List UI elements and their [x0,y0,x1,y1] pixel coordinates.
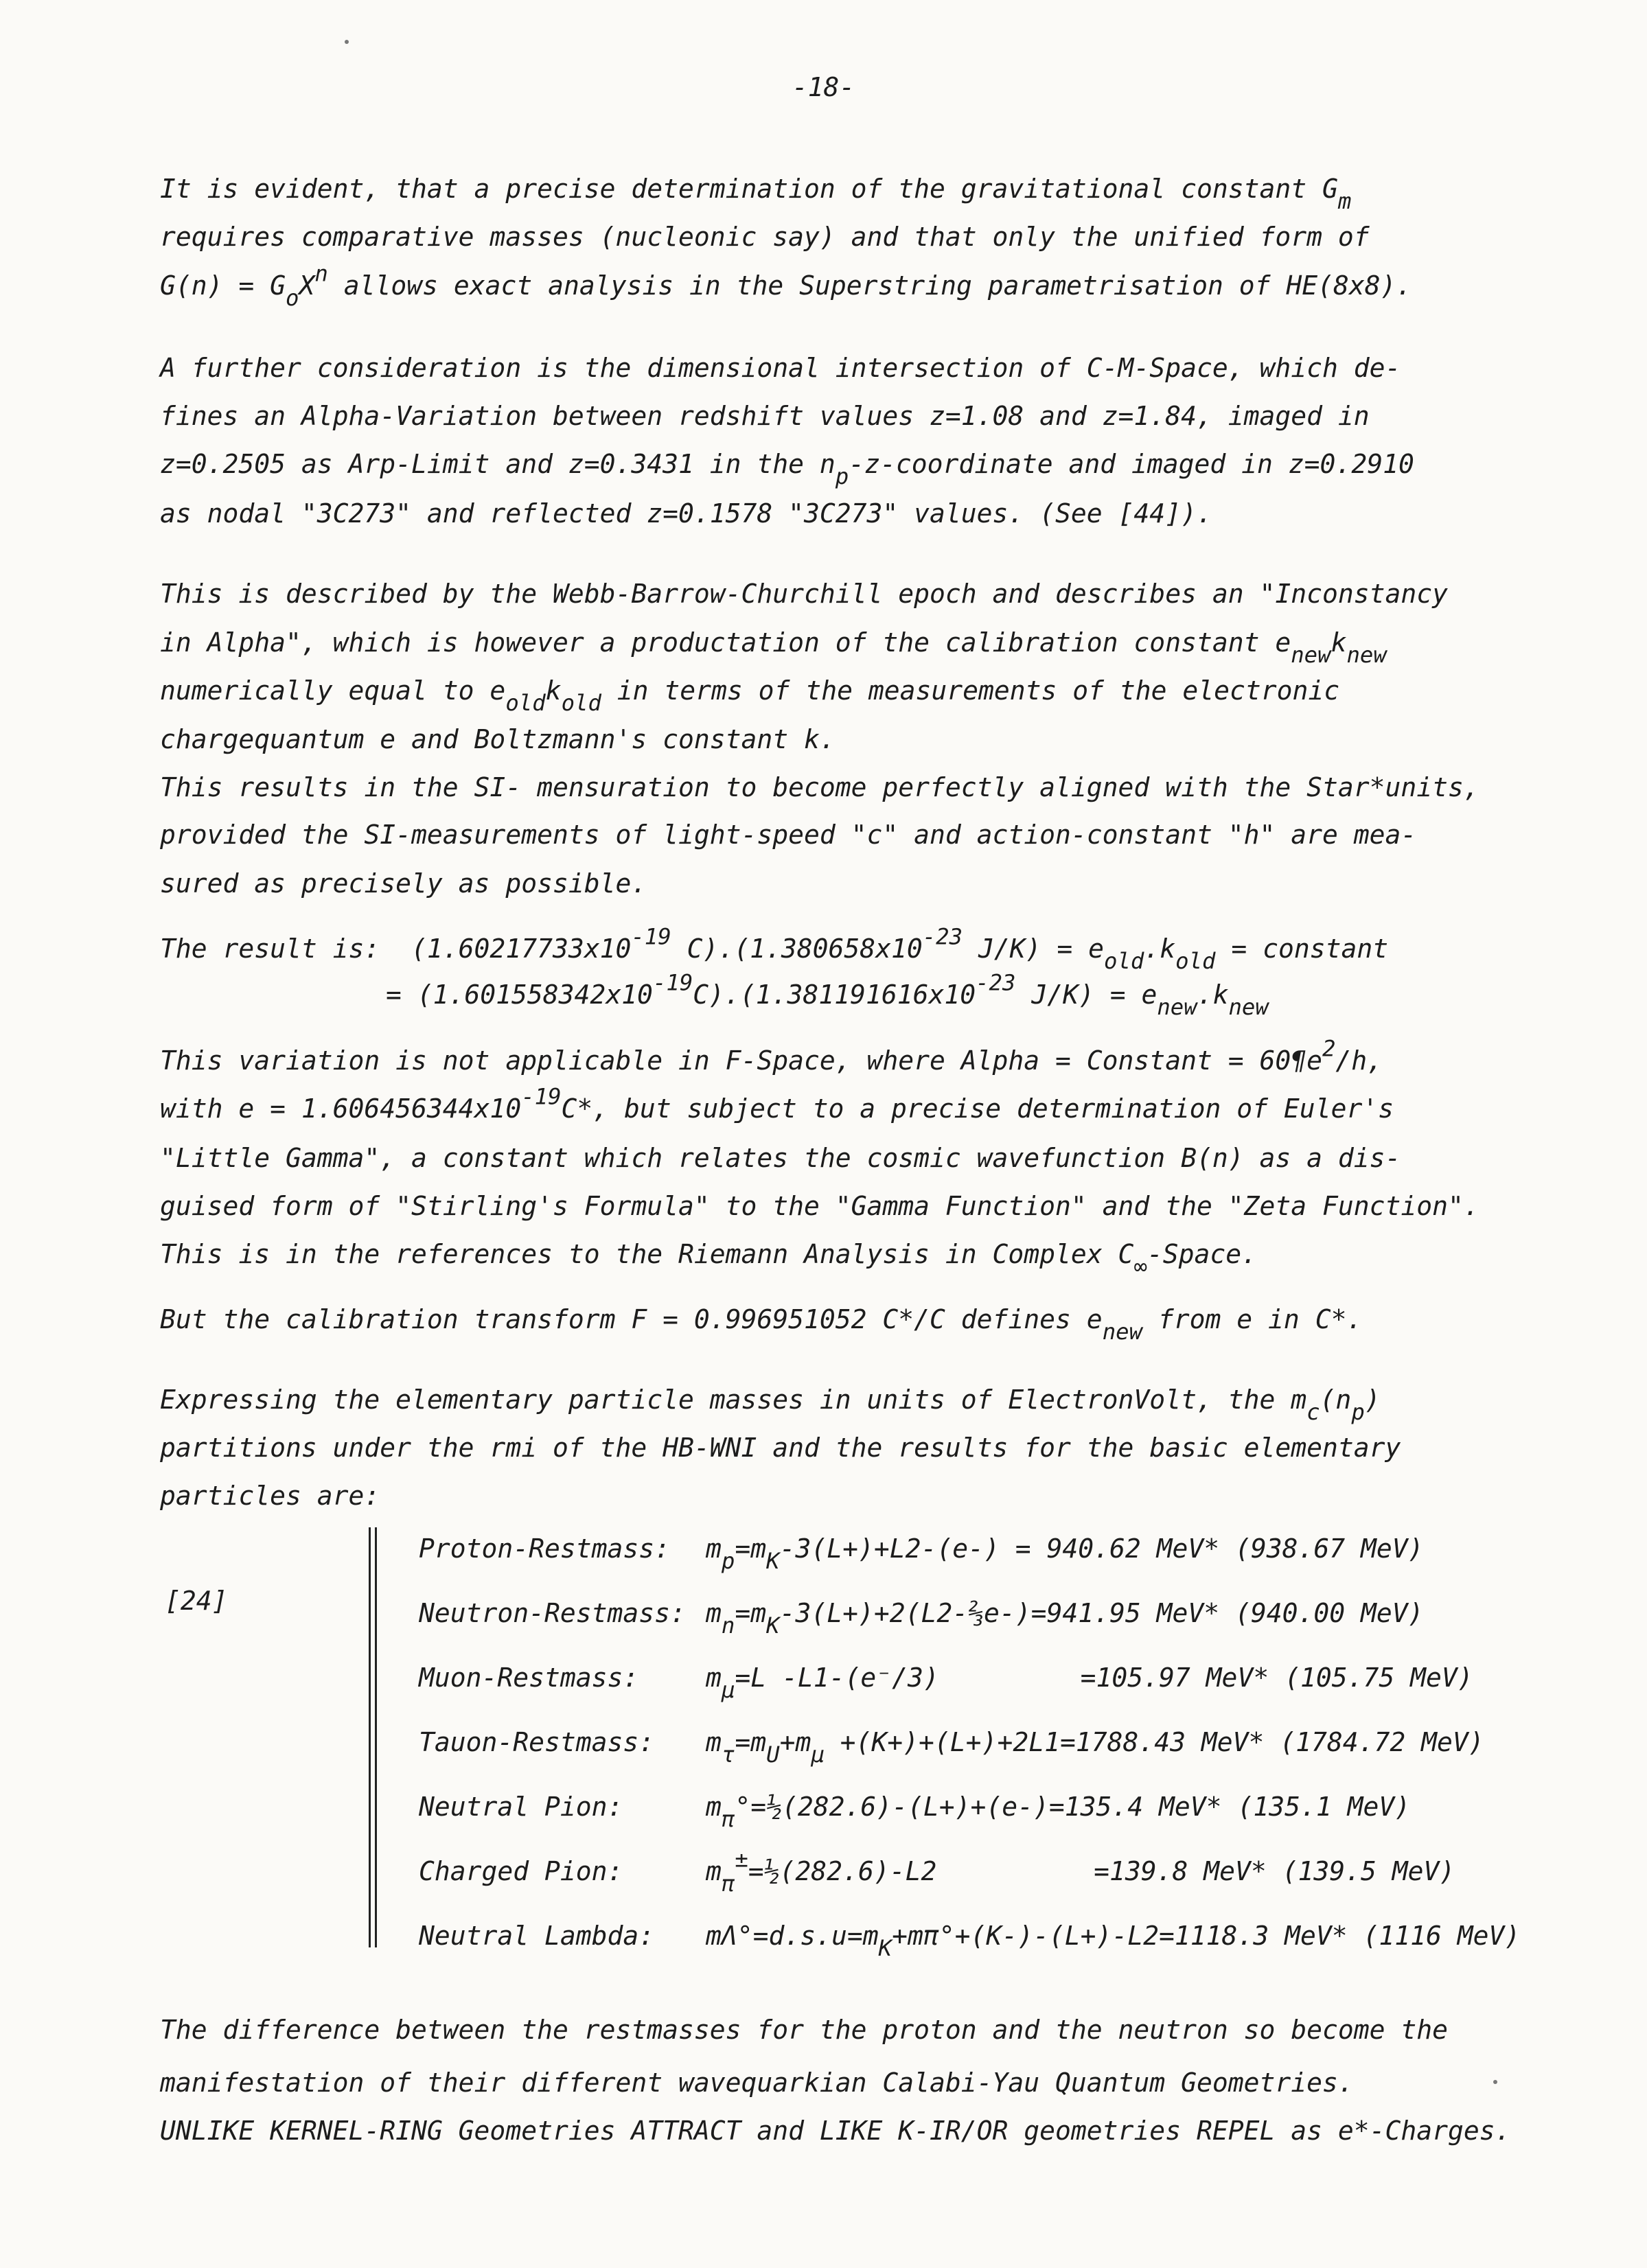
particle-label: Muon-Restmass: [419,1663,639,1693]
particle-formula: $m_\pi^\pm=\frac{1}{2}(282.6)-L2$ =139.8 MeV* (139.5 MeV) [706,1846,1455,1897]
text-line: sured as precisely as possible. [160,868,647,899]
result-line: The result is: ($1.60217733x10^{-19}$ $C).(1.380658x10^{-23}$ $J/K) = e_{old}.k_{old}$ = constant [160,923,1389,975]
text-line: numerically equal to $e_{old}k_{old}$ in terms of the measurements of the electronic [160,675,1340,717]
reference-label: [24] [165,1586,228,1616]
particle-label: Neutral Pion: [419,1792,623,1822]
text-line: manifestation of their different wavequarkian Calabi-Yau Quantum Geometries. [160,2068,1354,2098]
particle-formula: $m_p=m_K-3(L+)+L2-(e-) = 940.62$ MeV* (938.67 MeV) [706,1534,1424,1575]
particle-label: Proton-Restmass: [419,1534,671,1564]
particle-formula: $m_n=m_K-3(L+)+2(L2-\frac{2}{3}e-)=941.95$ MeV* (940.00 MeV) [706,1598,1424,1639]
particle-formula: $m_\pi^\circ=\frac{1}{2}(282.6)-(L+)+(e-)=135.4$ MeV* (135.1 MeV) [706,1792,1411,1833]
text-line: This variation is not applicable in F-Space, where Alpha = Constant = $60\P e^2/h$, [160,1035,1383,1076]
speck [345,40,349,44]
text-line: This is described by the Webb-Barrow-Churchill epoch and describes an "Inconstancy [160,579,1448,609]
text-line: provided the SI-measurements of light-speed "c" and action-constant "h" are mea- [160,820,1417,850]
text-line: fines an Alpha-Variation between redshift values z=1.08 and z=1.84, imaged in [160,401,1370,431]
text-line: Expressing the elementary particle masses in units of ElectronVolt, the $m_c(n_p)$ [160,1385,1381,1426]
text-line: "Little Gamma", a constant which relates the cosmic wavefunction B(n) as a dis- [160,1143,1401,1173]
text-line: with $e = 1.606456344x10^{-19}C*$, but subject to a precise determination of Euler's [160,1083,1394,1124]
text-line: A further consideration is the dimensional intersection of C-M-Space, which de- [160,353,1401,383]
particle-formula: $m\Lambda^\circ=d.s.u=m_K+m\pi^\circ+(K-)-(L+)-L2=1118.3$ MeV* (1116 MeV) [706,1921,1521,1962]
text-line: But the calibration transform F = 0.996951052 C*/C defines $e_{new}$ from e in C*. [160,1304,1363,1345]
speck [1493,2080,1497,2084]
particle-formula: $m_\tau=m_U+m_\mu +(K+)+(L+)+2L1=1788.43$ MeV* (1784.72 MeV) [706,1727,1484,1768]
text-line: as nodal "3C273" and reflected z=0.1578 "3C273" values. (See [44]). [160,498,1212,529]
text-line: The difference between the restmasses for the proton and the neutron so become the [160,2015,1448,2045]
particle-formula: $m_\mu=L$ -L1-(e⁻/3) =105.97 MeV* (105.75 MeV) [706,1663,1473,1704]
result-line: = $(1.601558342x10^{-19}C).(1.381191616x10^{-23}$ $J/K) = e_{new}.k_{new}$ [386,969,1269,1021]
text-line: This results in the SI- mensuration to become perfectly aligned with the Star*units, [160,772,1479,802]
text-line: z=0.2505 as Arp-Limit and z=0.3431 in the $n_p-z$-coordinate and imaged in z=0.2910 [160,449,1414,490]
particle-label: Neutral Lambda: [419,1921,655,1951]
text-line: $G(n) = G_oX^n$ allows exact analysis in the Superstring parametrisation of HE(8x8). [160,260,1412,312]
text-line: UNLIKE KERNEL-RING Geometries ATTRACT and LIKE K-IR/OR geometries REPEL as e*-Charges. [160,2116,1511,2146]
text-line: particles are: [160,1481,380,1511]
text-line: partitions under the rmi of the HB-WNI and the results for the basic elementary [160,1433,1401,1463]
page-number: -18- [792,72,855,102]
text-line: in Alpha", which is however a productation of the calibration constant $e_{new}k_{new}$ [160,627,1387,669]
bracket-bar [369,1527,377,1947]
text-line: It is evident, that a precise determination of the gravitational constant $G_m$ [160,174,1352,215]
text-line: chargequantum e and Boltzmann's constant k. [160,724,836,754]
particle-label: Charged Pion: [419,1856,623,1886]
text-line: guised form of "Stirling's Formula" to the "Gamma Function" and the "Zeta Function". [160,1191,1479,1221]
text-line: requires comparative masses (nucleonic say) and that only the unified form of [160,222,1370,252]
text-line: This is in the references to the Riemann Analysis in Complex $C_\infty$-Space. [160,1239,1258,1280]
particle-label: Neutron-Restmass: [419,1598,686,1628]
particle-label: Tauon-Restmass: [419,1727,655,1757]
